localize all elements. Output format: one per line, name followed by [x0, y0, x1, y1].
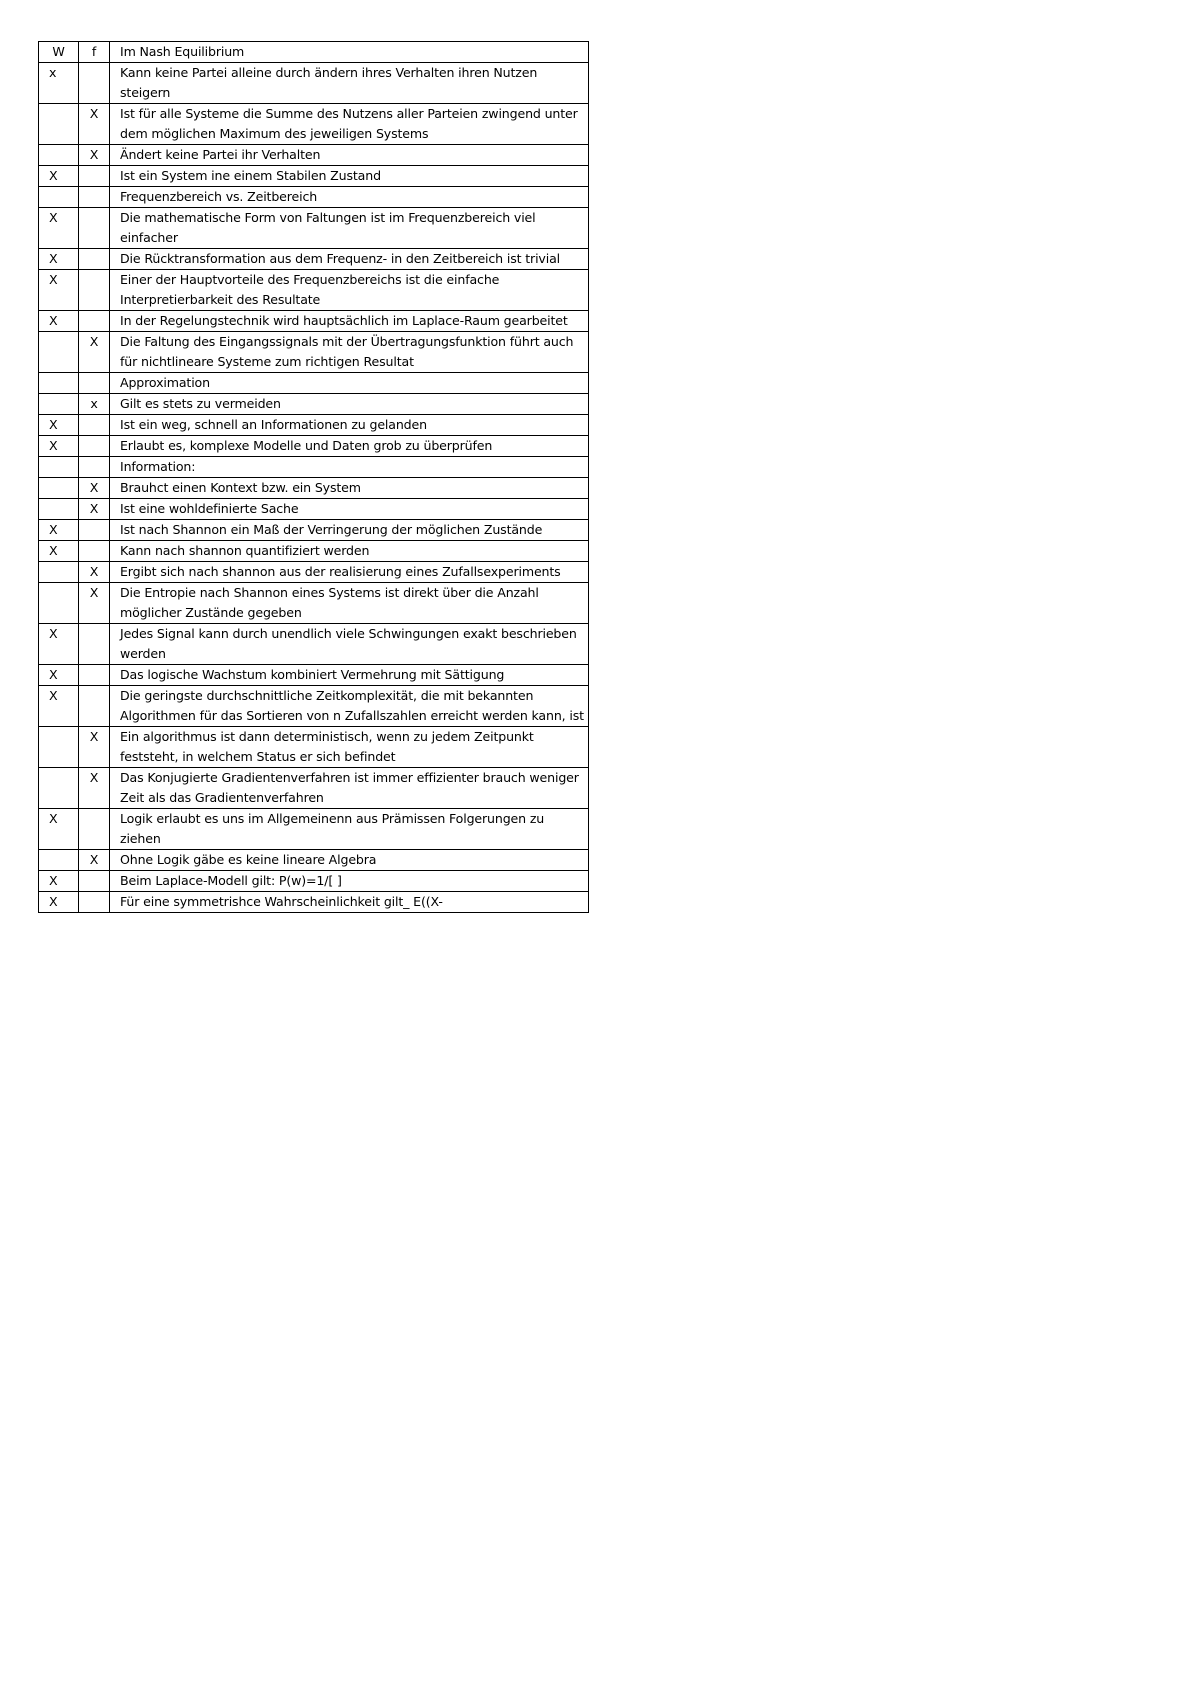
statement-cell: Die geringste durchschnittliche Zeitkomplexität, die mit bekannten Algorithmen für das Sortieren von n Zufallszahlen erreicht werden kann, ist — [110, 686, 589, 727]
statement-cell: Kann keine Partei alleine durch ändern ihres Verhalten ihren Nutzen steigern — [110, 63, 589, 104]
header-f-cell: f — [79, 42, 110, 63]
table-row — [39, 270, 589, 311]
table-row — [39, 768, 589, 809]
table-row — [39, 727, 589, 768]
table-row — [39, 499, 589, 520]
w-mark-cell — [39, 457, 79, 478]
quiz-table — [38, 41, 589, 913]
statement-cell: Ist ein System ine einem Stabilen Zustand — [110, 166, 589, 187]
w-mark-cell: X — [39, 871, 79, 892]
section-heading-cell: Approximation — [110, 373, 589, 394]
table-row — [39, 562, 589, 583]
statement-cell: Gilt es stets zu vermeiden — [110, 394, 589, 415]
statement-cell: Die Entropie nach Shannon eines Systems ist direkt über die Anzahl möglicher Zustände gegeben — [110, 583, 589, 624]
table-row — [39, 415, 589, 436]
statement-cell: Ohne Logik gäbe es keine lineare Algebra — [110, 850, 589, 871]
statement-cell: Jedes Signal kann durch unendlich viele Schwingungen exakt beschrieben werden — [110, 624, 589, 665]
section-heading-cell: Frequenzbereich vs. Zeitbereich — [110, 187, 589, 208]
table-row — [39, 63, 589, 104]
table-row — [39, 208, 589, 249]
statement-cell: Ist für alle Systeme die Summe des Nutzens aller Parteien zwingend unter dem möglichen Maximum des jeweiligen Systems — [110, 104, 589, 145]
f-mark-cell: X — [79, 145, 110, 166]
w-mark-cell: X — [39, 624, 79, 665]
table-row — [39, 145, 589, 166]
f-mark-cell — [79, 373, 110, 394]
table-row — [39, 686, 589, 727]
table-row — [39, 850, 589, 871]
w-mark-cell: X — [39, 436, 79, 457]
table-row — [39, 436, 589, 457]
section-row — [39, 457, 589, 478]
section-row — [39, 373, 589, 394]
w-mark-cell — [39, 562, 79, 583]
table-row — [39, 332, 589, 373]
table-row — [39, 104, 589, 145]
f-mark-cell: X — [79, 104, 110, 145]
statement-cell: Die Rücktransformation aus dem Frequenz- in den Zeitbereich ist trivial — [110, 249, 589, 270]
table-row — [39, 520, 589, 541]
w-mark-cell — [39, 145, 79, 166]
statement-cell: Einer der Hauptvorteile des Frequenzbereichs ist die einfache Interpretierbarkeit des Resultate — [110, 270, 589, 311]
w-mark-cell — [39, 373, 79, 394]
table-row — [39, 311, 589, 332]
statement-cell: Ist nach Shannon ein Maß der Verringerung der möglichen Zustände — [110, 520, 589, 541]
statement-cell: Brauhct einen Kontext bzw. ein System — [110, 478, 589, 499]
f-mark-cell — [79, 166, 110, 187]
w-mark-cell: X — [39, 541, 79, 562]
f-mark-cell — [79, 436, 110, 457]
statement-cell: Logik erlaubt es uns im Allgemeinenn aus Prämissen Folgerungen zu ziehen — [110, 809, 589, 850]
statement-cell: Die mathematische Form von Faltungen ist im Frequenzbereich viel einfacher — [110, 208, 589, 249]
f-mark-cell — [79, 809, 110, 850]
statement-cell: Die Faltung des Eingangssignals mit der Übertragungsfunktion führt auch für nichtlineare Systeme zum richtigen Resultat — [110, 332, 589, 373]
header-w-cell: W — [39, 42, 79, 63]
w-mark-cell: X — [39, 665, 79, 686]
f-mark-cell: x — [79, 394, 110, 415]
w-mark-cell: X — [39, 166, 79, 187]
statement-cell: Das Konjugierte Gradientenverfahren ist immer effizienter brauch weniger Zeit als das Gradientenverfahren — [110, 768, 589, 809]
f-mark-cell: X — [79, 478, 110, 499]
f-mark-cell — [79, 686, 110, 727]
w-mark-cell — [39, 104, 79, 145]
f-mark-cell — [79, 187, 110, 208]
w-mark-cell — [39, 478, 79, 499]
statement-cell: Ergibt sich nach shannon aus der realisierung eines Zufallsexperiments — [110, 562, 589, 583]
f-mark-cell — [79, 457, 110, 478]
f-mark-cell: X — [79, 499, 110, 520]
section-heading-cell: Information: — [110, 457, 589, 478]
f-mark-cell — [79, 624, 110, 665]
table-row — [39, 478, 589, 499]
w-mark-cell: X — [39, 809, 79, 850]
f-mark-cell: X — [79, 768, 110, 809]
f-mark-cell — [79, 892, 110, 913]
w-mark-cell — [39, 499, 79, 520]
f-mark-cell: X — [79, 727, 110, 768]
statement-cell: In der Regelungstechnik wird hauptsächlich im Laplace-Raum gearbeitet — [110, 311, 589, 332]
table-row — [39, 583, 589, 624]
header-row — [39, 42, 589, 63]
f-mark-cell — [79, 249, 110, 270]
w-mark-cell — [39, 768, 79, 809]
table-row — [39, 892, 589, 913]
statement-cell: Ändert keine Partei ihr Verhalten — [110, 145, 589, 166]
w-mark-cell — [39, 394, 79, 415]
w-mark-cell: X — [39, 892, 79, 913]
f-mark-cell — [79, 208, 110, 249]
w-mark-cell: X — [39, 520, 79, 541]
f-mark-cell — [79, 665, 110, 686]
w-mark-cell — [39, 850, 79, 871]
statement-cell: Ein algorithmus ist dann deterministisch, wenn zu jedem Zeitpunkt feststeht, in welchem Status er sich befindet — [110, 727, 589, 768]
f-mark-cell — [79, 541, 110, 562]
table-row — [39, 394, 589, 415]
f-mark-cell: X — [79, 583, 110, 624]
w-mark-cell: X — [39, 311, 79, 332]
w-mark-cell: X — [39, 415, 79, 436]
statement-cell: Für eine symmetrishce Wahrscheinlichkeit gilt_ E((X- — [110, 892, 589, 913]
w-mark-cell: X — [39, 270, 79, 311]
w-mark-cell: X — [39, 686, 79, 727]
table-row — [39, 541, 589, 562]
f-mark-cell: X — [79, 332, 110, 373]
statement-cell: Beim Laplace-Modell gilt: P(w)=1/[ ] — [110, 871, 589, 892]
w-mark-cell — [39, 187, 79, 208]
table-row — [39, 809, 589, 850]
statement-cell: Kann nach shannon quantifiziert werden — [110, 541, 589, 562]
statement-cell: Das logische Wachstum kombiniert Vermehrung mit Sättigung — [110, 665, 589, 686]
section-row — [39, 187, 589, 208]
w-mark-cell — [39, 583, 79, 624]
f-mark-cell — [79, 63, 110, 104]
statement-cell: Ist ein weg, schnell an Informationen zu gelanden — [110, 415, 589, 436]
f-mark-cell — [79, 520, 110, 541]
f-mark-cell: X — [79, 562, 110, 583]
f-mark-cell — [79, 311, 110, 332]
f-mark-cell — [79, 871, 110, 892]
table-row — [39, 249, 589, 270]
f-mark-cell: X — [79, 850, 110, 871]
w-mark-cell — [39, 727, 79, 768]
f-mark-cell — [79, 270, 110, 311]
w-mark-cell — [39, 332, 79, 373]
f-mark-cell — [79, 415, 110, 436]
statement-cell: Erlaubt es, komplexe Modelle und Daten grob zu überprüfen — [110, 436, 589, 457]
table-row — [39, 871, 589, 892]
table-row — [39, 624, 589, 665]
w-mark-cell: X — [39, 208, 79, 249]
header-title-cell: Im Nash Equilibrium — [110, 42, 589, 63]
w-mark-cell: x — [39, 63, 79, 104]
statement-cell: Ist eine wohldefinierte Sache — [110, 499, 589, 520]
table-row — [39, 166, 589, 187]
w-mark-cell: X — [39, 249, 79, 270]
table-row — [39, 665, 589, 686]
